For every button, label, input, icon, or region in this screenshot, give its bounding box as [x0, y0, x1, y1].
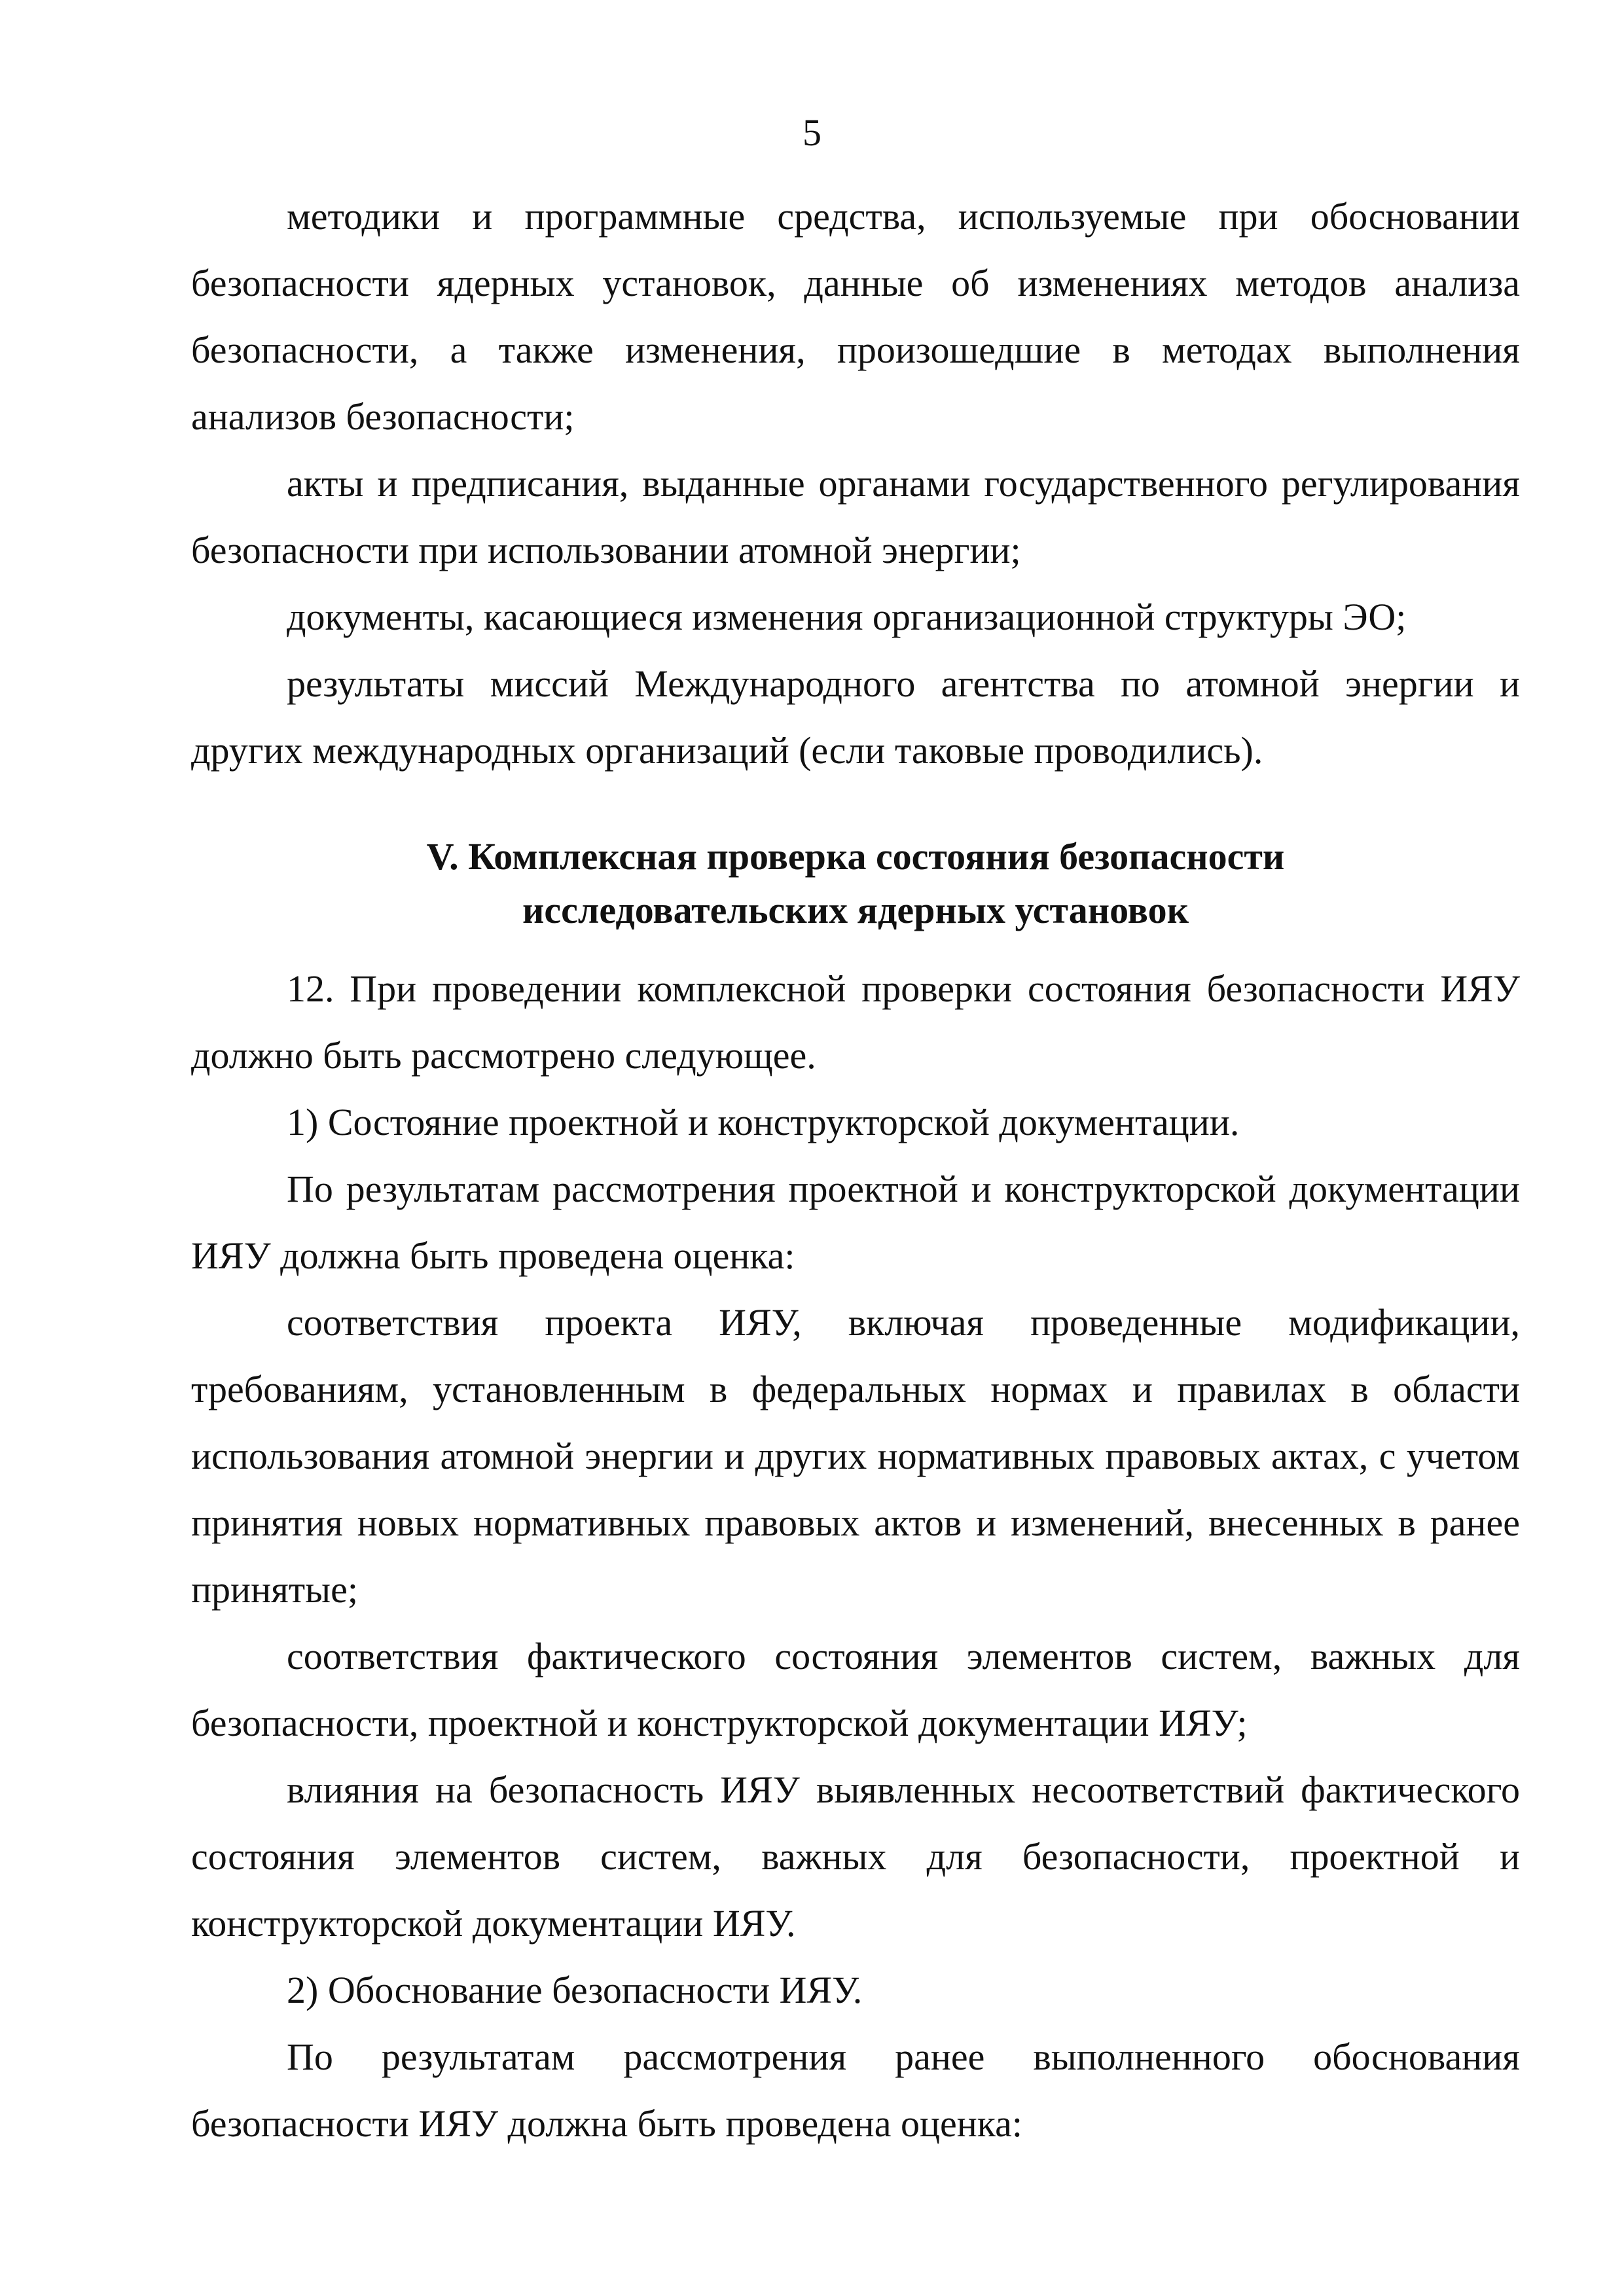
- section-heading: [191, 830, 1520, 937]
- paragraph-nonconformity-impact: влияния на безопасность ИЯУ выявленных несоответствий фактического состояния элементов систем, важных для безопасности, проектной и конструкторской документации ИЯУ.: [191, 1768, 1520, 1945]
- paragraph-subitem-2: 2) Обоснование безопасности ИЯУ.: [287, 1969, 863, 2011]
- paragraph-org-structure: документы, касающиеся изменения организационной структуры ЭО;: [287, 596, 1407, 638]
- paragraph-actual-state-compliance: соответствия фактического состояния элементов систем, важных для безопасности, проектной и конструкторской документации ИЯУ;: [191, 1635, 1520, 1744]
- page-number: 5: [803, 111, 821, 154]
- text-block-after-heading: [191, 956, 1520, 2157]
- paragraph-methods: методики и программные средства, используемые при обосновании безопасности ядерных установок, данные об изменениях методов анализа безопасности, а также изменения, произошедшие в методах выполнения анализов безопасности;: [191, 195, 1520, 438]
- paragraph-design-compliance: соответствия проекта ИЯУ, включая проведенные модификации, требованиям, установленным в федеральных нормах и правилах в области использования атомной энергии и других нормативных правовых актах, с учетом принятия новых нормативных правовых актов и изменений, внесенных в ранее принятые;: [191, 1301, 1520, 1611]
- paragraph-acts: акты и предписания, выданные органами государственного регулирования безопасности при использовании атомной энергии;: [191, 462, 1520, 571]
- text-block-before-heading: [191, 183, 1520, 784]
- paragraph-design-review: По результатам рассмотрения проектной и конструкторской документации ИЯУ должна быть проведена оценка:: [191, 1168, 1520, 1277]
- paragraph-item-12: 12. При проведении комплексной проверки состояния безопасности ИЯУ должно быть рассмотрено следующее.: [191, 967, 1520, 1077]
- section-heading-line-2: исследовательских ядерных установок: [522, 889, 1189, 931]
- section-heading-line-1: V. Комплексная проверка состояния безопасности: [426, 835, 1285, 878]
- paragraph-subitem-1: 1) Состояние проектной и конструкторской документации.: [287, 1101, 1240, 1143]
- paragraph-safety-justification-review: По результатам рассмотрения ранее выполненного обоснования безопасности ИЯУ должна быть проведена оценка:: [191, 2036, 1520, 2145]
- paragraph-iaea-missions: результаты миссий Международного агентства по атомной энергии и других международных организаций (если таковые проводились).: [191, 662, 1520, 772]
